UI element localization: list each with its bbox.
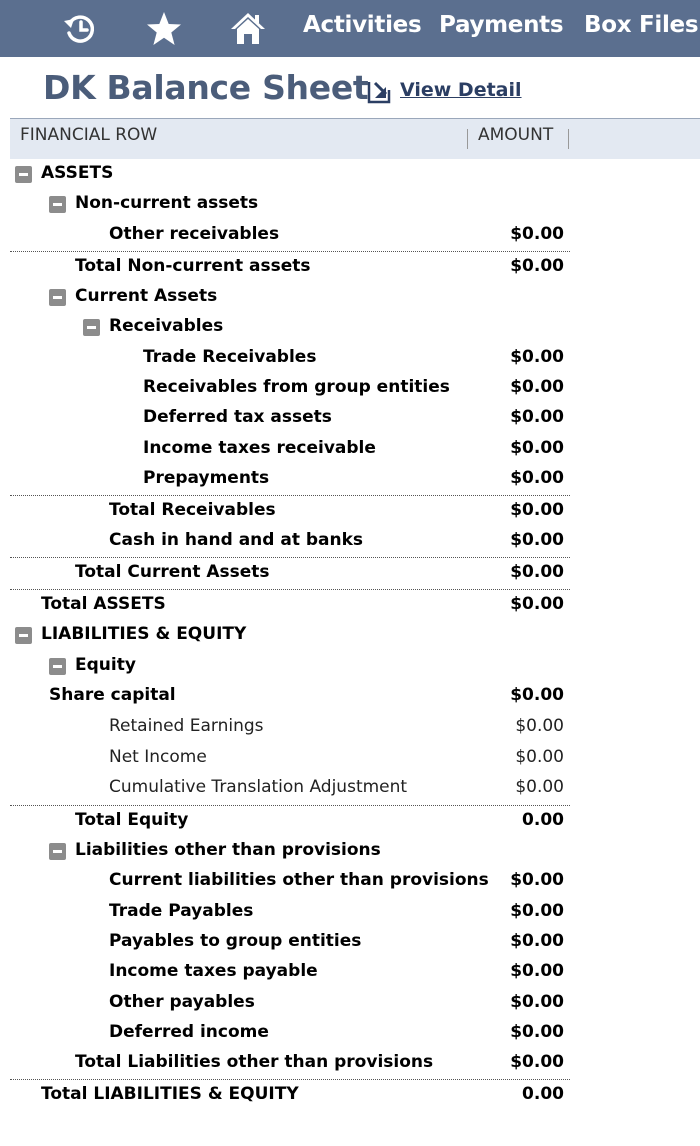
- row-amount: $0.00: [510, 931, 564, 951]
- row-label: Equity: [75, 655, 136, 675]
- row-amount: $0.00: [510, 224, 564, 244]
- row-amount: $0.00: [515, 716, 564, 736]
- table-row: [10, 1049, 570, 1079]
- row-label: Retained Earnings: [109, 716, 264, 736]
- subtotal-divider: [10, 557, 570, 558]
- row-label: Total Liabilities other than provisions: [75, 1052, 434, 1072]
- table-row: [10, 989, 570, 1019]
- row-label: Cumulative Translation Adjustment: [109, 777, 408, 797]
- table-row: [10, 497, 570, 527]
- recent-history-icon[interactable]: [60, 9, 100, 49]
- table-row: [10, 435, 570, 465]
- column-separator: [467, 129, 468, 149]
- row-label: Receivables: [109, 316, 224, 336]
- row-amount: $0.00: [510, 347, 564, 367]
- home-icon[interactable]: [228, 9, 268, 49]
- view-detail-icon[interactable]: [366, 79, 392, 105]
- row-amount: $0.00: [510, 961, 564, 981]
- collapse-toggle-icon[interactable]: [15, 627, 32, 644]
- row-amount: $0.00: [515, 777, 564, 797]
- row-label: Total Receivables: [109, 500, 276, 520]
- table-row: [10, 527, 570, 557]
- row-amount: $0.00: [510, 1022, 564, 1042]
- table-row: [10, 344, 570, 374]
- row-amount: 0.00: [522, 810, 564, 830]
- row-amount: $0.00: [510, 992, 564, 1012]
- row-label: Prepayments: [143, 468, 270, 488]
- table-row: [10, 898, 570, 928]
- row-label: Payables to group entities: [109, 931, 362, 951]
- row-amount: $0.00: [510, 594, 564, 614]
- subtotal-divider: [10, 805, 570, 806]
- row-amount: $0.00: [510, 377, 564, 397]
- row-label: Current liabilities other than provisions: [109, 870, 489, 890]
- table-row: [10, 253, 570, 283]
- row-amount: $0.00: [510, 468, 564, 488]
- row-label: Total Current Assets: [75, 562, 270, 582]
- table-row: [10, 591, 570, 621]
- row-label: Trade Receivables: [143, 347, 317, 367]
- row-amount: $0.00: [510, 256, 564, 276]
- row-amount: $0.00: [510, 870, 564, 890]
- table-row: [10, 1081, 570, 1111]
- row-amount: 0.00: [522, 1084, 564, 1104]
- table-row: [10, 682, 570, 712]
- table-row: [10, 160, 570, 190]
- table-row: [10, 837, 570, 867]
- table-row: [10, 867, 570, 897]
- table-row: [10, 374, 570, 404]
- row-label: Receivables from group entities: [143, 377, 450, 397]
- row-amount: $0.00: [510, 1052, 564, 1072]
- table-row: [10, 283, 570, 313]
- table-row: [10, 404, 570, 434]
- collapse-toggle-icon[interactable]: [49, 289, 66, 306]
- collapse-toggle-icon[interactable]: [49, 196, 66, 213]
- column-header-amount[interactable]: AMOUNT: [478, 125, 554, 145]
- table-row: [10, 713, 570, 743]
- nav-activities[interactable]: Activities: [303, 12, 422, 38]
- subtotal-divider: [10, 1079, 570, 1080]
- row-label: Total ASSETS: [41, 594, 166, 614]
- row-label: Net Income: [109, 747, 207, 767]
- table-row: [10, 652, 570, 682]
- row-label: Total Non-current assets: [75, 256, 311, 276]
- row-label: Current Assets: [75, 286, 218, 306]
- table-header: [10, 118, 700, 159]
- table-row: [10, 621, 570, 651]
- table-row: [10, 958, 570, 988]
- nav-box-files[interactable]: Box Files: [584, 12, 699, 38]
- row-label: Total LIABILITIES & EQUITY: [41, 1084, 299, 1104]
- row-amount: $0.00: [510, 500, 564, 520]
- row-label: LIABILITIES & EQUITY: [41, 624, 247, 644]
- row-amount: $0.00: [510, 685, 564, 705]
- row-label: Other receivables: [109, 224, 280, 244]
- row-label: Other payables: [109, 992, 255, 1012]
- nav-payments[interactable]: Payments: [439, 12, 564, 38]
- row-amount: $0.00: [510, 438, 564, 458]
- row-amount: $0.00: [515, 747, 564, 767]
- column-separator: [568, 129, 569, 149]
- table-row: [10, 190, 570, 220]
- table-row: [10, 928, 570, 958]
- row-label: Liabilities other than provisions: [75, 840, 381, 860]
- subtotal-divider: [10, 251, 570, 252]
- view-detail-link[interactable]: View Detail: [400, 79, 522, 101]
- row-label: Share capital: [49, 685, 176, 705]
- page-title: DK Balance Sheet: [43, 68, 369, 107]
- star-icon[interactable]: [144, 9, 184, 49]
- subtotal-divider: [10, 495, 570, 496]
- row-label: Income taxes payable: [109, 961, 318, 981]
- collapse-toggle-icon[interactable]: [49, 843, 66, 860]
- top-nav-bar: [0, 0, 700, 57]
- row-amount: $0.00: [510, 530, 564, 550]
- table-row: [10, 807, 570, 837]
- table-row: [10, 1019, 570, 1049]
- table-row: [10, 559, 570, 589]
- subtotal-divider: [10, 589, 570, 590]
- table-row: [10, 313, 570, 343]
- column-header-financial-row[interactable]: FINANCIAL ROW: [20, 125, 158, 145]
- table-row: [10, 221, 570, 251]
- collapse-toggle-icon[interactable]: [83, 319, 100, 336]
- row-label: Total Equity: [75, 810, 189, 830]
- row-label: Non-current assets: [75, 193, 259, 213]
- table-row: [10, 744, 570, 774]
- collapse-toggle-icon[interactable]: [49, 658, 66, 675]
- row-label: Deferred income: [109, 1022, 269, 1042]
- row-amount: $0.00: [510, 901, 564, 921]
- row-label: Trade Payables: [109, 901, 254, 921]
- collapse-toggle-icon[interactable]: [15, 166, 32, 183]
- row-label: Deferred tax assets: [143, 407, 332, 427]
- row-amount: $0.00: [510, 562, 564, 582]
- table-row: [10, 774, 570, 804]
- table-row: [10, 465, 570, 495]
- row-label: Income taxes receivable: [143, 438, 376, 458]
- row-label: Cash in hand and at banks: [109, 530, 364, 550]
- row-amount: $0.00: [510, 407, 564, 427]
- row-label: ASSETS: [41, 163, 114, 183]
